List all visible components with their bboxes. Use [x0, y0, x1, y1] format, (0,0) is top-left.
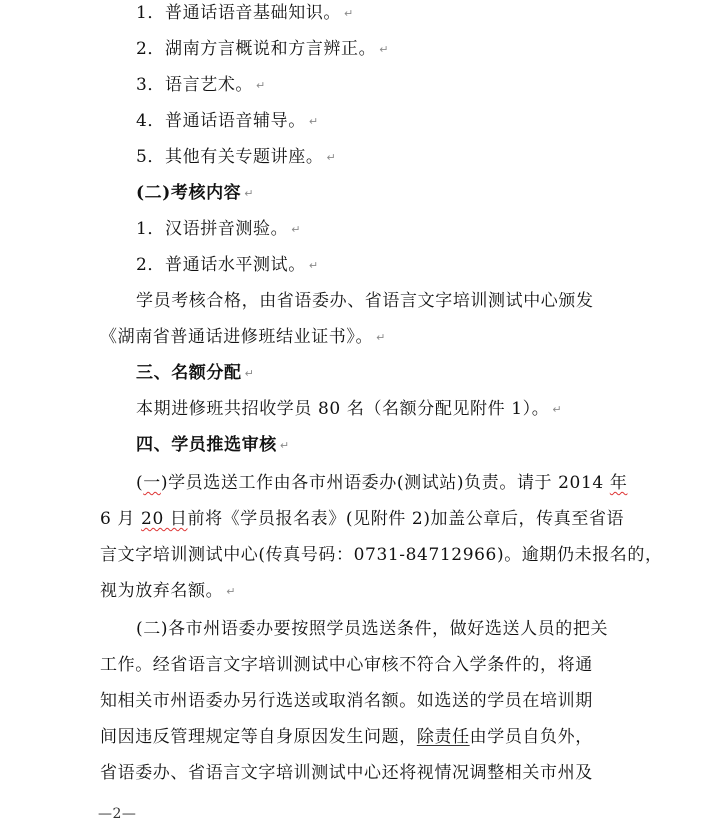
list-item-text: 语言艺术。 [165, 75, 254, 95]
section-heading-quota [136, 362, 254, 385]
heading-text: 三、名额分配 [136, 363, 242, 383]
paragraph-mark-icon: ↵ [244, 187, 255, 200]
list-item [136, 146, 336, 169]
paragraph-text: 工作。经省语言文字培训测试中心审核不符合入学条件的，将通 [100, 655, 593, 675]
paragraph-line [100, 654, 593, 676]
paragraph-text: 前将《学员报名表》(见附件 2)加盖公章后，传真至省语 [187, 509, 625, 529]
section-heading-selection [136, 434, 290, 457]
page-number: —2— [98, 806, 137, 822]
paragraph-mark-icon: ↵ [308, 115, 319, 128]
paragraph-line [100, 508, 624, 530]
paragraph-line [100, 326, 386, 349]
paragraph-text: 视为放弃名额。 [100, 581, 224, 601]
list-item-number: 2． [136, 39, 166, 59]
paragraph-line [136, 398, 562, 421]
paragraph-mark-icon: ↵ [379, 43, 390, 56]
list-item [136, 254, 319, 277]
paragraph-line [100, 726, 593, 748]
paragraph-line [136, 472, 627, 494]
spellcheck-marked-text: 一 [143, 473, 161, 493]
underlined-text: 除责任 [416, 727, 470, 747]
paragraph-line [100, 762, 593, 784]
list-item-number: 3． [136, 75, 166, 95]
list-item-text: 其他有关专题讲座。 [165, 147, 324, 167]
paragraph-mark-icon: ↵ [244, 367, 255, 380]
spellcheck-marked-text: 20 日 [141, 509, 188, 529]
spellcheck-marked-text: 年 [609, 473, 628, 493]
paragraph-text: 6 月 [100, 509, 142, 529]
paragraph-mark-icon: ↵ [279, 439, 290, 452]
paragraph-line [136, 618, 608, 640]
list-item [136, 2, 354, 25]
list-item-number: 1． [136, 219, 166, 239]
paragraph-text: 省语委办、省语言文字培训测试中心还将视情况调整相关市州及 [100, 763, 593, 783]
paragraph-text: )学员选送工作由各市州语委办(测试站)负责。请于 2014 [160, 473, 610, 493]
list-item-number: 4． [136, 111, 166, 131]
paragraph-text: 学员考核合格，由省语委办、省语言文字培训测试中心颁发 [136, 291, 594, 311]
list-item-text: 普通话语音辅导。 [165, 111, 306, 131]
paragraph-line [100, 544, 663, 566]
paragraph-text: 本期进修班共招收学员 80 名（名额分配见附件 1）。 [136, 399, 550, 419]
paragraph-mark-icon: ↵ [344, 7, 354, 20]
heading-text: 四、学员推选审核 [136, 435, 277, 455]
list-item [136, 74, 266, 97]
list-item [136, 110, 319, 133]
section-heading-assessment [136, 182, 254, 205]
paragraph-mark-icon: ↵ [376, 331, 386, 344]
paragraph-line [100, 580, 236, 603]
list-item-number: 2． [136, 255, 166, 275]
heading-text: (二)考核内容 [136, 183, 242, 203]
list-item-number: 5． [136, 147, 166, 167]
list-item-text: 普通话水平测试。 [165, 255, 306, 275]
paragraph-mark-icon: ↵ [291, 223, 302, 236]
paragraph-text: 间因违反管理规定等自身原因发生问题， [100, 727, 417, 747]
paragraph-line [136, 290, 594, 312]
paragraph-mark-icon: ↵ [256, 79, 266, 92]
list-item [136, 218, 301, 241]
paragraph-line [100, 690, 593, 712]
paragraph-mark-icon: ↵ [308, 259, 319, 272]
paragraph-text: ( [136, 473, 144, 493]
paragraph-text: (二)各市州语委办要按照学员选送条件，做好选送人员的把关 [136, 619, 609, 639]
paragraph-text: 言文字培训测试中心(传真号码：0731-84712966)。逾期仍未报名的， [100, 545, 663, 565]
list-item-number: 1． [136, 3, 166, 23]
list-item-text: 汉语拼音测验。 [165, 219, 289, 239]
list-item-text: 湖南方言概说和方言辨正。 [165, 39, 377, 59]
list-item [136, 38, 389, 61]
paragraph-text: 知相关市州语委办另行选送或取消名额。如选送的学员在培训期 [100, 691, 593, 711]
paragraph-text: 《湖南省普通话进修班结业证书》。 [100, 327, 374, 347]
paragraph-mark-icon: ↵ [326, 151, 337, 164]
paragraph-mark-icon: ↵ [552, 403, 563, 416]
paragraph-text: 由学员自负外， [469, 727, 593, 747]
paragraph-mark-icon: ↵ [226, 585, 237, 598]
list-item-text: 普通话语音基础知识。 [165, 3, 342, 23]
